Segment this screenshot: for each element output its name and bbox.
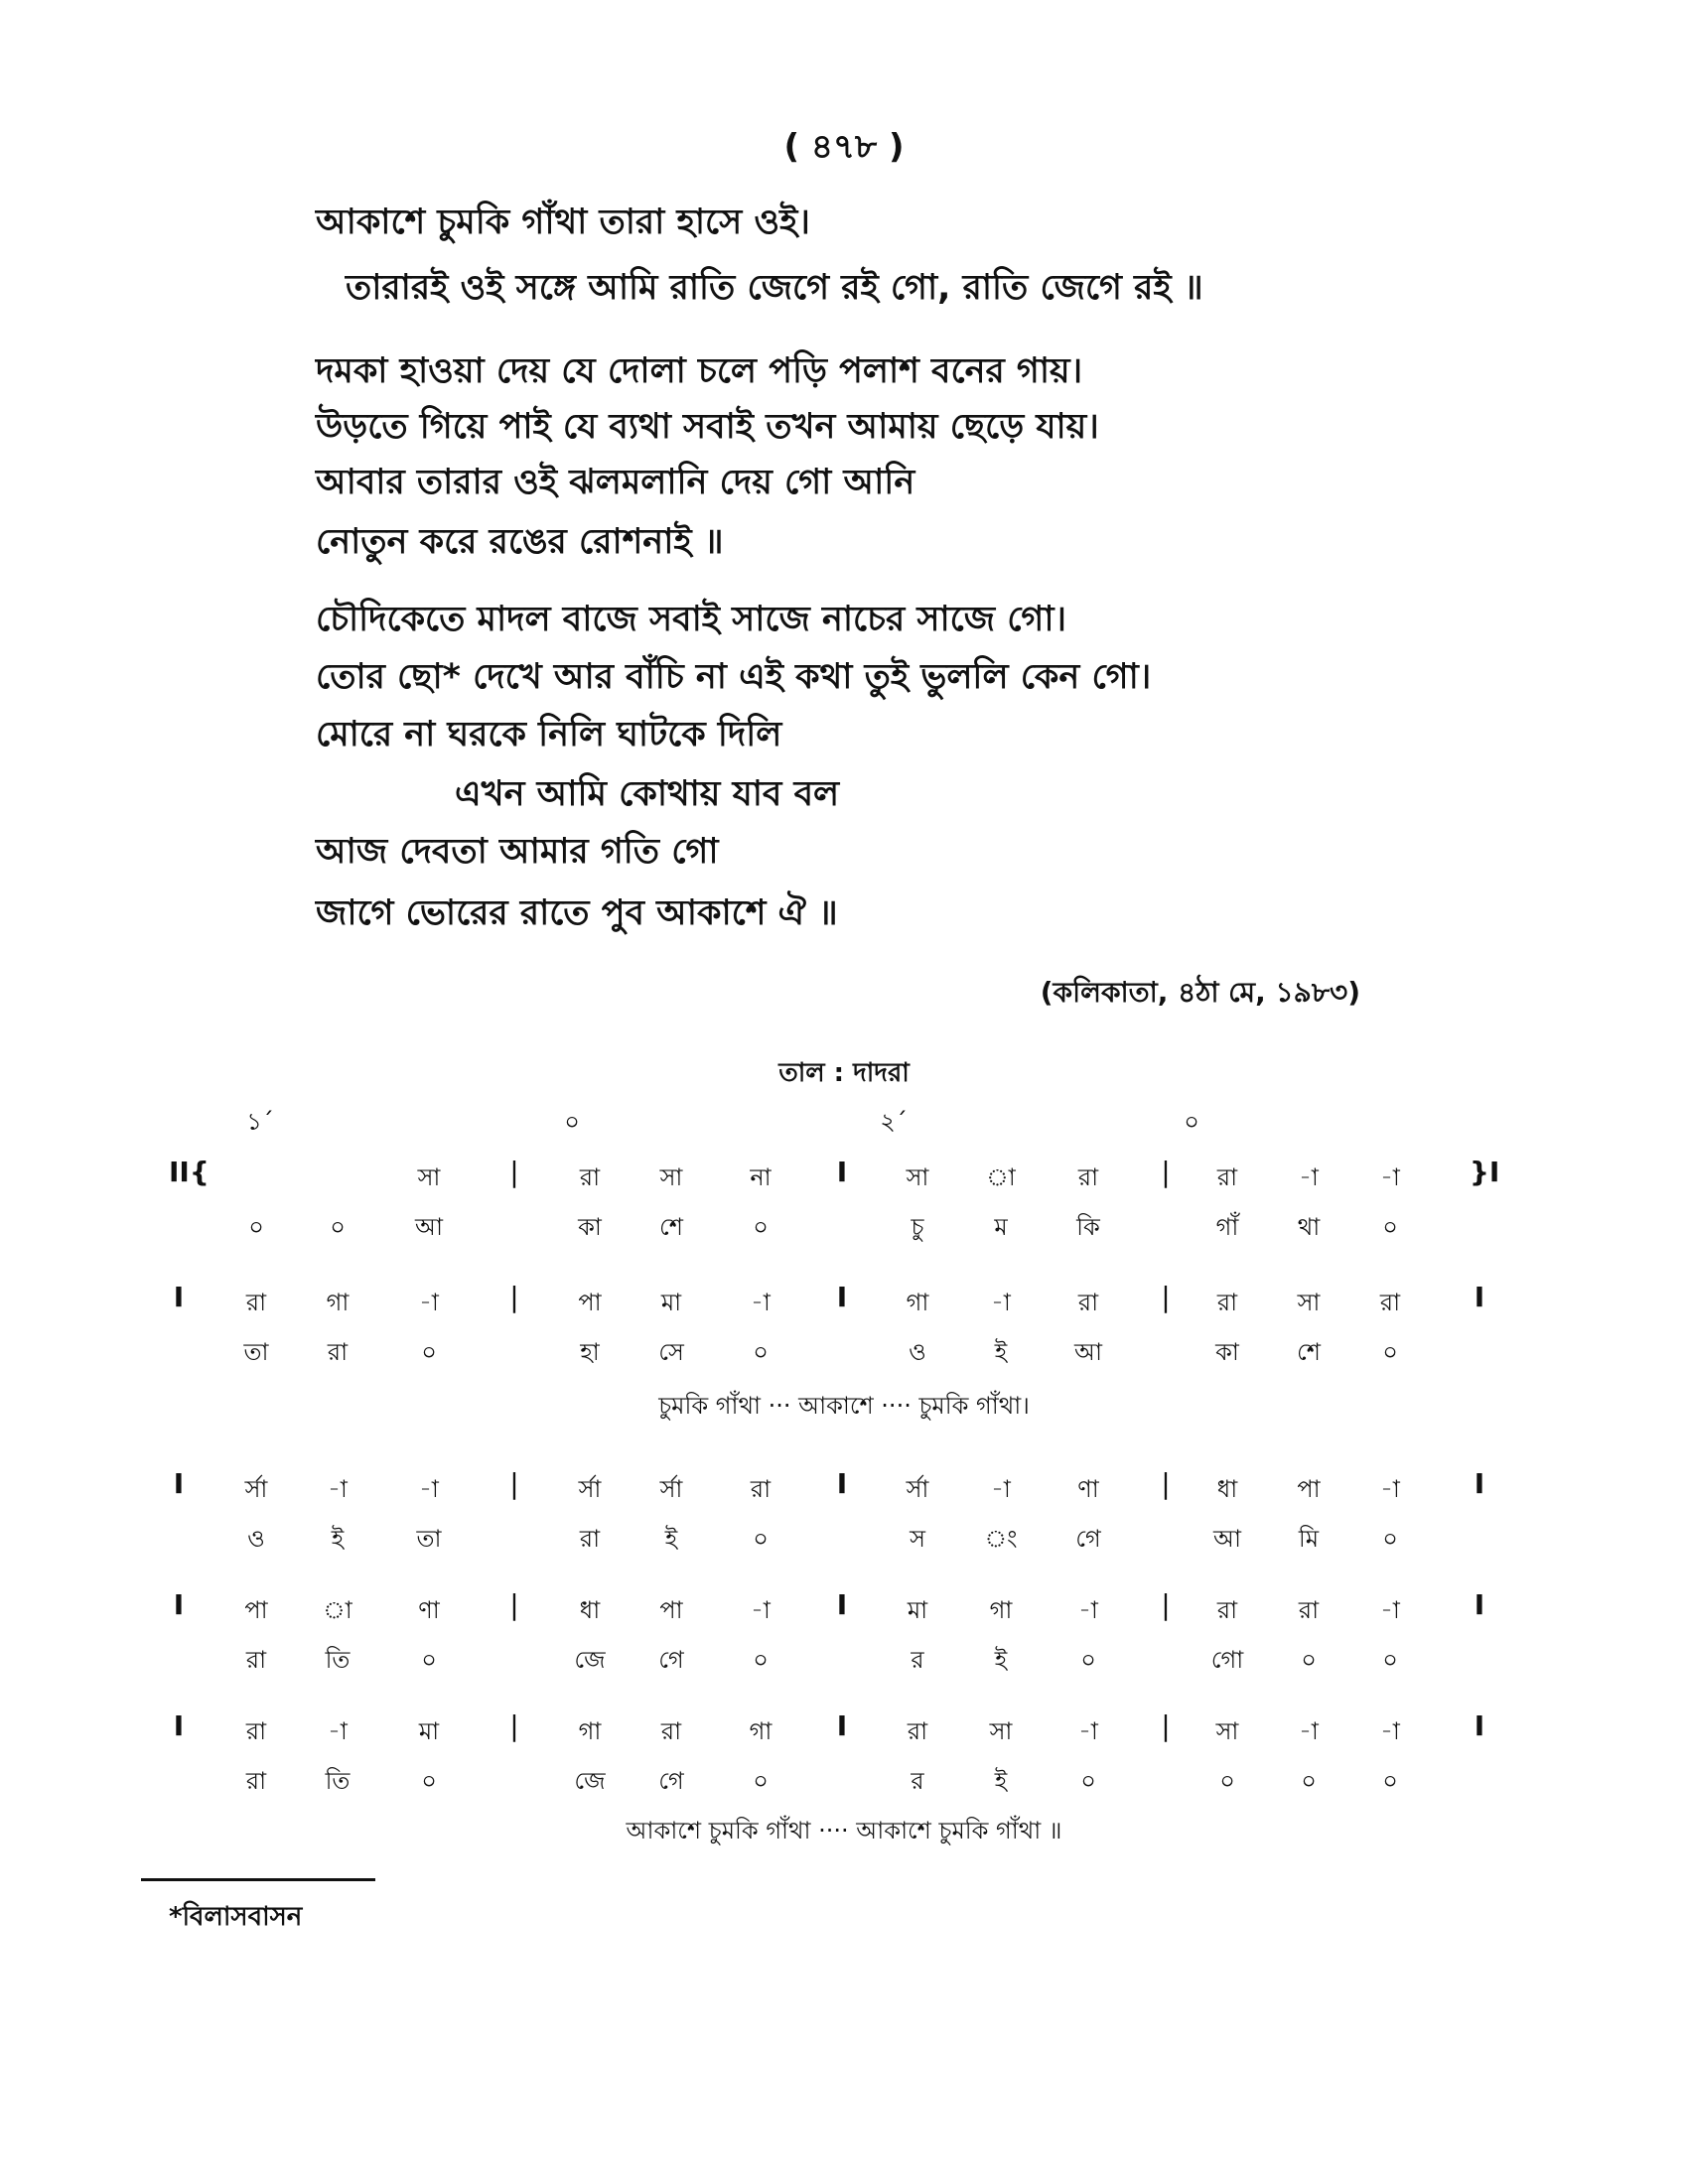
bani-syllable: ০ <box>421 1767 437 1795</box>
bani-syllable: গো <box>1210 1646 1244 1674</box>
bani-syllable: ০ <box>753 1213 769 1241</box>
swara-note: র্সা <box>659 1475 683 1503</box>
bani-syllable: ০ <box>1080 1646 1096 1674</box>
bani-syllable: ই <box>994 1767 1008 1795</box>
poem-line: উড়তে গিয়ে পাই যে ব্যথা সবাই তখন আমায় ছেড়ে যায়। <box>316 407 1099 447</box>
swara-note: -া <box>751 1289 771 1316</box>
bani-syllable: ই <box>664 1525 678 1553</box>
bani-syllable: ই <box>994 1338 1008 1366</box>
beat-bar: | <box>509 1709 519 1742</box>
bani-syllable: ০ <box>1382 1525 1398 1553</box>
row-close-bar: I <box>1474 1281 1485 1313</box>
bani-syllable: রা <box>245 1767 267 1795</box>
poem-line: তোর ছো* দেখে আর বাঁচি না এই কথা তুই ভুললি কেন গো। <box>316 657 1152 697</box>
swara-note: ধা <box>579 1596 601 1624</box>
swara-note: গা <box>906 1289 929 1316</box>
swara-note: পা <box>244 1596 268 1624</box>
dateline: (কলিকাতা, ৪ঠা মে, ১৯৮৩) <box>1040 976 1360 1009</box>
swara-note: -া <box>991 1475 1011 1503</box>
swara-note: গা <box>749 1717 773 1745</box>
swara-note: া <box>986 1163 1016 1191</box>
swara-note: সা <box>1297 1289 1321 1316</box>
beat-bar: | <box>1161 1281 1171 1313</box>
swara-note: রা <box>1216 1163 1238 1191</box>
swara-note: র্সা <box>906 1475 929 1503</box>
bani-syllable: মি <box>1298 1525 1320 1553</box>
tala-heading: তাল : দাদরা <box>778 1058 910 1088</box>
row-open-bar: I <box>173 1588 185 1621</box>
swara-note: রা <box>1379 1289 1401 1316</box>
beat-bar: | <box>1161 1156 1171 1188</box>
bani-syllable: তা <box>243 1338 269 1366</box>
poem-line: দমকা হাওয়া দেয় যে দোলা চলে পড়ি পলাশ বনের গায়। <box>316 351 1083 391</box>
bani-syllable: গাঁ <box>1215 1213 1239 1241</box>
footnote: *বিলাসবাসন <box>169 1902 303 1932</box>
swara-note: পা <box>578 1289 602 1316</box>
refrain-line-2: আকাশে চুমকি গাঁথা ···· আকাশে চুমকি গাঁথা ॥ <box>626 1817 1062 1844</box>
swara-note: রা <box>1077 1289 1099 1316</box>
swara-note: -া <box>1299 1717 1319 1745</box>
bani-syllable: ০ <box>753 1525 769 1553</box>
row-open-bar: I <box>173 1281 185 1313</box>
bani-syllable: রা <box>579 1525 601 1553</box>
bani-syllable: কি <box>1076 1213 1100 1241</box>
poem-line: এখন আমি কোথায় যাব বল <box>455 774 840 814</box>
row-open-bar: I <box>173 1709 185 1742</box>
bani-syllable: ও <box>909 1338 926 1366</box>
swara-note: রা <box>245 1717 267 1745</box>
swara-note: রা <box>1216 1596 1238 1624</box>
swara-note: মা <box>418 1717 440 1745</box>
bani-syllable: ০ <box>753 1646 769 1674</box>
swara-note: সা <box>417 1163 441 1191</box>
beat-mark: ০ <box>564 1108 580 1136</box>
beat-mark: ১´ <box>246 1108 274 1136</box>
bani-syllable: চু <box>911 1213 924 1241</box>
bani-syllable: ০ <box>753 1338 769 1366</box>
bani-syllable: রা <box>327 1338 349 1366</box>
swara-note: সা <box>989 1717 1013 1745</box>
row-close-bar: I <box>1474 1709 1485 1742</box>
bani-syllable: ০ <box>248 1213 264 1241</box>
bani-syllable: ং <box>984 1525 1018 1553</box>
bani-syllable: আ <box>415 1213 443 1241</box>
bani-syllable: ম <box>994 1213 1008 1241</box>
swara-note: -া <box>1078 1596 1098 1624</box>
bani-syllable: শে <box>659 1213 683 1241</box>
bani-syllable: ই <box>331 1525 345 1553</box>
bani-syllable: রা <box>245 1646 267 1674</box>
swara-note: র্সা <box>244 1475 268 1503</box>
bani-syllable: হা <box>580 1338 600 1366</box>
bani-syllable: গে <box>658 1767 684 1795</box>
beat-bar: | <box>1161 1709 1171 1742</box>
bani-syllable: ০ <box>753 1767 769 1795</box>
swara-note: রা <box>1077 1163 1099 1191</box>
swara-note: ণা <box>1077 1475 1099 1503</box>
poem-line: তারারই ওই সঙ্গে আমি রাতি জেগে রই গো, রাতি জেগে রই ॥ <box>346 268 1203 308</box>
refrain-line-1: চুমকি গাঁথা ··· আকাশে ···· চুমকি গাঁথা। <box>658 1392 1030 1420</box>
poem-line: আকাশে চুমকি গাঁথা তারা হাসে ওই। <box>316 203 810 242</box>
bani-syllable: ০ <box>1301 1646 1317 1674</box>
beat-bar: | <box>1161 1467 1171 1500</box>
mid-bar: I <box>836 1281 848 1313</box>
bani-syllable: ই <box>994 1646 1008 1674</box>
bani-syllable: র <box>911 1646 924 1674</box>
bani-syllable: তি <box>325 1646 351 1674</box>
row-close-bar: I <box>1474 1588 1485 1621</box>
bani-syllable: জে <box>574 1767 606 1795</box>
bani-syllable: তি <box>325 1767 351 1795</box>
swara-note: গা <box>326 1289 350 1316</box>
bani-syllable: কা <box>578 1213 602 1241</box>
bani-syllable: ও <box>247 1525 265 1553</box>
swara-note: ধা <box>1216 1475 1238 1503</box>
swara-note: -া <box>1299 1163 1319 1191</box>
bani-syllable: জে <box>574 1646 606 1674</box>
bani-syllable: ০ <box>1382 1767 1398 1795</box>
swara-note: রা <box>907 1717 928 1745</box>
swara-note: ণা <box>418 1596 440 1624</box>
mid-bar: I <box>836 1709 848 1742</box>
bani-syllable: ০ <box>1382 1338 1398 1366</box>
swara-note: -া <box>328 1717 348 1745</box>
swara-note: -া <box>1380 1163 1400 1191</box>
swara-note: না <box>750 1163 772 1191</box>
mid-bar: I <box>836 1588 848 1621</box>
beat-bar: | <box>509 1588 519 1621</box>
swara-note: মা <box>907 1596 928 1624</box>
row-close-bar: I <box>1474 1467 1485 1500</box>
poem-line: আজ দেবতা আমার গতি গো <box>316 832 719 872</box>
swara-note: রা <box>1298 1596 1320 1624</box>
poem-line: মোরে না ঘরকে নিলি ঘাটকে দিলি <box>316 715 782 754</box>
bani-syllable: কা <box>1215 1338 1239 1366</box>
swara-note: রা <box>245 1289 267 1316</box>
swara-note: মা <box>660 1289 682 1316</box>
footnote-rule <box>141 1878 375 1881</box>
swara-note: রা <box>660 1717 682 1745</box>
row-close-bar: }I <box>1470 1156 1500 1188</box>
bani-syllable: গে <box>658 1646 684 1674</box>
row-open-bar: I <box>173 1467 185 1500</box>
mid-bar: I <box>836 1156 848 1188</box>
beat-bar: | <box>509 1467 519 1500</box>
page-number: ( ৪৭৮ ) <box>783 127 905 167</box>
bani-syllable: ০ <box>1382 1646 1398 1674</box>
poem-line: জাগে ভোরের রাতে পুব আকাশে ঐ ॥ <box>316 893 838 933</box>
swara-note: রা <box>1216 1289 1238 1316</box>
swara-note: -া <box>751 1596 771 1624</box>
swara-note: -া <box>328 1475 348 1503</box>
row-open-bar: II{ <box>169 1156 210 1188</box>
poem-line: আবার তারার ওই ঝলমলানি দেয় গো আনি <box>316 463 915 502</box>
swara-note: -া <box>419 1289 439 1316</box>
swara-note: সা <box>659 1163 683 1191</box>
swara-note: -া <box>1380 1717 1400 1745</box>
swara-note: -া <box>1078 1717 1098 1745</box>
bani-syllable: শে <box>1297 1338 1321 1366</box>
swara-note: গা <box>578 1717 602 1745</box>
swara-note: সা <box>906 1163 929 1191</box>
bani-syllable: ০ <box>330 1213 346 1241</box>
swara-note: রা <box>750 1475 772 1503</box>
bani-syllable: থা <box>1297 1213 1321 1241</box>
beat-mark: ০ <box>1184 1108 1199 1136</box>
swara-note: সা <box>1215 1717 1239 1745</box>
bani-syllable: ০ <box>1219 1767 1235 1795</box>
mid-bar: I <box>836 1467 848 1500</box>
bani-syllable: সে <box>658 1338 684 1366</box>
bani-syllable: আ <box>1074 1338 1102 1366</box>
bani-syllable: গে <box>1075 1525 1101 1553</box>
bani-syllable: স <box>910 1525 925 1553</box>
bani-syllable: আ <box>1213 1525 1241 1553</box>
swara-note: গা <box>989 1596 1013 1624</box>
beat-bar: | <box>509 1156 519 1188</box>
swara-note: -া <box>1380 1596 1400 1624</box>
swara-note: া <box>323 1596 352 1624</box>
poem-line: চৌদিকেতে মাদল বাজে সবাই সাজে নাচের সাজে গো। <box>316 600 1067 639</box>
bani-syllable: র <box>911 1767 924 1795</box>
poem-line: নোতুন করে রঙের রোশনাই ॥ <box>316 522 724 562</box>
beat-bar: | <box>509 1281 519 1313</box>
swara-note: পা <box>659 1596 683 1624</box>
swara-note: র্সা <box>578 1475 602 1503</box>
bani-syllable: ০ <box>421 1338 437 1366</box>
swara-note: রা <box>579 1163 601 1191</box>
bani-syllable: তা <box>416 1525 442 1553</box>
bani-syllable: ০ <box>421 1646 437 1674</box>
bani-syllable: ০ <box>1382 1213 1398 1241</box>
swara-note: -া <box>419 1475 439 1503</box>
bani-syllable: ০ <box>1301 1767 1317 1795</box>
swara-note: -া <box>991 1289 1011 1316</box>
beat-bar: | <box>1161 1588 1171 1621</box>
bani-syllable: ০ <box>1080 1767 1096 1795</box>
beat-mark: ২´ <box>880 1108 908 1136</box>
swara-note: -া <box>1380 1475 1400 1503</box>
swara-note: পা <box>1297 1475 1321 1503</box>
